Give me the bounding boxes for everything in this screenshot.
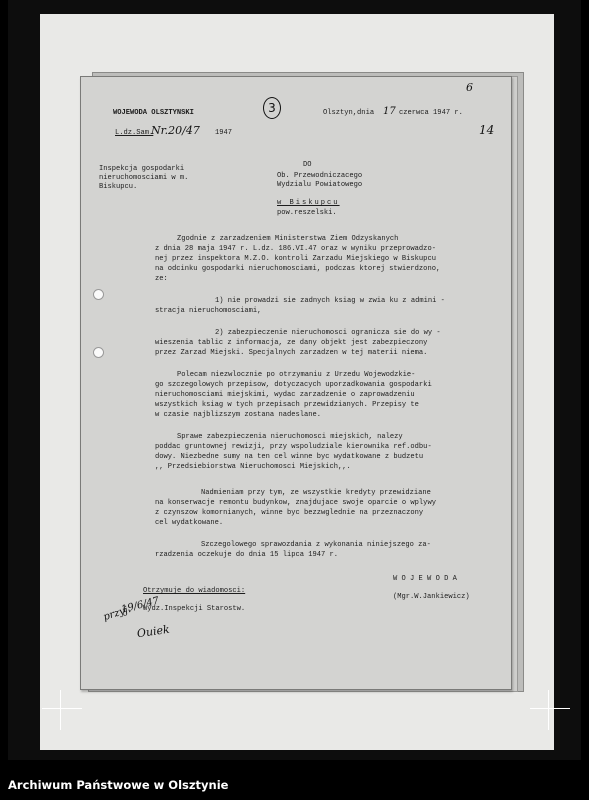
body-line: z dnia 28 maja 1947 r. L.dz. 186.VI.47 oraz w wyniku przeprowadzo-: [155, 245, 436, 253]
body-line: na odcinku gospodarki nieruchomosciami, podczas ktorej stwierdzono,: [155, 265, 441, 273]
body-line: ze:: [155, 275, 168, 283]
recipient-line-0: DO: [303, 161, 312, 169]
reference-label: L.dz.Sam.: [115, 129, 154, 137]
office-header: WOJEWODA OLSZTYNSKI: [113, 109, 194, 117]
body-line: Polecam niezwlocznie po otrzymaniu z Urzedu Wojewodzkie-: [177, 371, 416, 379]
recipient-line-1: Ob. Przewodniczacego: [277, 172, 363, 180]
body-line: przez Zarzad Miejski. Specjalnych zarzadzen w tej materii niema.: [155, 349, 428, 357]
body-line: w czasie najblizszym zostana nadeslane.: [155, 411, 322, 419]
body-line: cel wydatkowane.: [155, 519, 224, 527]
body-line: na konserwacje remontu budynkow, znajdujace swoje oparcie o wplywy: [155, 499, 436, 507]
body-line: wszystkich ksiag w tych przepisach przewidzianych. Przepisy te: [155, 401, 419, 409]
punch-hole: [93, 347, 104, 358]
document-page: [80, 76, 512, 690]
body-line: wieszenia tablic z informacja, ze dany objekt jest zabezpieczony: [155, 339, 428, 347]
body-line: nej przez inspektora M.Z.O. kontroli Zarzadu Miejskiego w Biskupcu: [155, 255, 436, 263]
place-date-day: 17: [383, 106, 396, 117]
body-line: Szczegolowego sprawozdania z wykonania niniejszego za-: [201, 541, 431, 549]
handwritten-signature: Ouiek: [136, 622, 171, 641]
signature-name: (Mgr.W.Jankiewicz): [393, 593, 470, 601]
archive-caption: Archiwum Państwowe w Olsztynie: [8, 778, 229, 792]
circled-number: 3: [263, 97, 281, 119]
reference-handwritten: Nr.20/47: [151, 124, 200, 137]
recipient-line-4: pow.reszelski.: [277, 209, 337, 217]
body-line: ,, Przedsiebiorstwa Nieruchomosci Miejskich,,.: [155, 463, 351, 471]
cc-item: Wydz.Inspekcji Starostw.: [143, 605, 246, 613]
reference-year: 1947: [215, 129, 233, 137]
body-line: 2) zabezpieczenie nieruchomosci ogranicza sie do wy -: [215, 329, 441, 337]
crop-mark: [530, 708, 570, 709]
body-line: go szczegolowych przepisow, dotyczacych uporzadkowania gospodarki: [155, 381, 432, 389]
sender-line-1: Inspekcja gospodarki: [99, 165, 185, 173]
crop-mark: [60, 690, 61, 730]
handwritten-date: 19/6/47: [120, 595, 161, 616]
punch-hole: [93, 289, 104, 300]
signature-title: W O J E W O D A: [393, 575, 457, 583]
body-line: 1) nie prowadzi sie zadnych ksiag w zwia ku z admini -: [215, 297, 445, 305]
body-line: nieruchomosciami miejskimi, wydac zarzadzenie o zaprowadzeniu: [155, 391, 415, 399]
crop-mark: [42, 708, 82, 709]
place-date-prefix: Olsztyn,dnia: [323, 109, 375, 117]
sender-line-3: Biskupcu.: [99, 183, 138, 191]
body-line: rzadzenia oczekuje do dnia 15 lipca 1947 r.: [155, 551, 339, 559]
body-line: Sprawe zabezpieczenia nieruchomosci miejskich, nalezy: [177, 433, 403, 441]
recipient-line-3: w Biskupcu: [277, 199, 340, 207]
body-line: dowy. Niezbedne sumy na ten cel winne byc wydatkowane z budzetu: [155, 453, 424, 461]
corner-mark-side: 14: [479, 123, 495, 137]
body-line: Nadmieniam przy tym, ze wszystkie kredyty przewidziane: [201, 489, 431, 497]
handwritten-received: przyj.: [101, 603, 133, 624]
cc-label: Otrzymuje do wiadomosci:: [143, 587, 246, 595]
body-line: Zgodnie z zarzadzeniem Ministerstwa Ziem Odzyskanych: [177, 235, 399, 243]
recipient-line-2: Wydzialu Powiatowego: [277, 181, 363, 189]
body-line: z czynszow komornianych, winne byc bezzwglednie na przeznaczony: [155, 509, 424, 517]
place-date-suffix: czerwca 1947 r.: [399, 109, 463, 117]
sender-line-2: nieruchomosciami w m.: [99, 174, 189, 182]
body-line: poddac gruntownej rewizji, przy wspoludziale kierownika ref.odbu-: [155, 443, 432, 451]
body-line: stracja nieruchomosciami,: [155, 307, 262, 315]
crop-mark: [548, 690, 549, 730]
corner-mark-top: 6: [466, 81, 473, 94]
